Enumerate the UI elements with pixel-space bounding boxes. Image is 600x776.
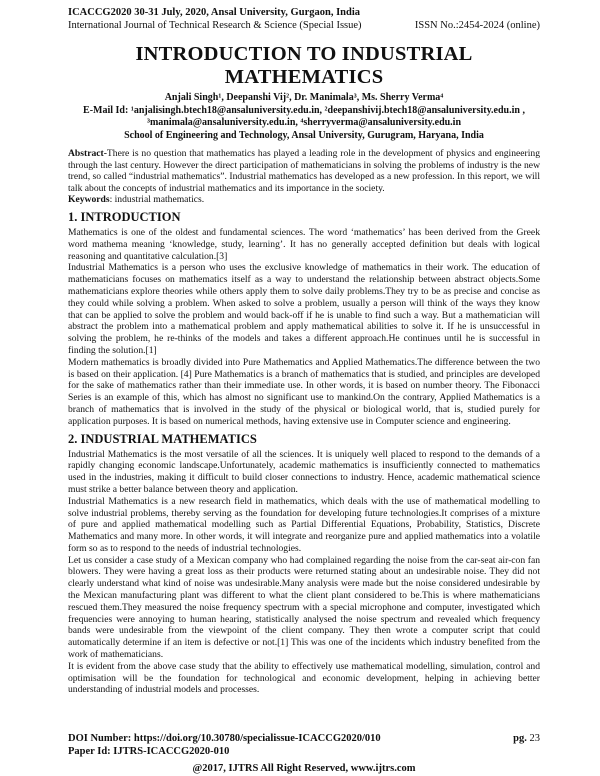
doi-link[interactable]: DOI Number: https://doi.org/10.30780/specialissue-ICACCG2020/010: [68, 733, 381, 744]
author-affiliation: School of Engineering and Technology, Ansal University, Gurugram, Haryana, India: [124, 129, 484, 141]
section-heading-introduction: 1. INTRODUCTION: [68, 209, 181, 224]
page-label: pg.: [513, 733, 527, 744]
paper-title-line1: INTRODUCTION TO INDUSTRIAL: [135, 43, 473, 65]
abstract-text: There is no question that mathematics has played a leading role in the development of physics and engineering through the last century. However the direct participation of mathematicians in solving the problems of industry is the new trend, so called “industrial mathematics”. Industrial mathematics has developed as a new profession. In this report, we will talk about the concepts of industrial mathematics and its importance in the society.: [68, 148, 540, 194]
author-emails-line1: E-Mail Id: ¹anjalisingh.btech18@ansaluniversity.edu.in, ²deepanshivij.btech18@ansaluniversity.edu.in ,: [83, 104, 525, 116]
page-number-value: 23: [529, 733, 540, 744]
paper-id: Paper Id: IJTRS-ICACCG2020-010: [68, 746, 230, 757]
page-footer: [68, 732, 540, 775]
paper-title-line2: MATHEMATICS: [224, 66, 384, 88]
abstract: [68, 148, 540, 194]
paragraph: It is evident from the above case study that the ability to effectively use mathematical modelling, simulation, control and optimisation will be the foundation for technological and economic development, helping in achieving better understanding of industrial models and processes.: [68, 660, 540, 696]
footer-doi-row: [68, 732, 540, 745]
author-names: Anjali Singh¹, Deepanshi Vij², Dr. Manimala³, Ms. Sherry Verma⁴: [164, 92, 444, 103]
paper-title: [68, 43, 540, 89]
section-industrial-mathematics-body: [68, 449, 540, 697]
journal-header: [68, 19, 540, 32]
journal-name: International Journal of Technical Research & Science (Special Issue): [68, 20, 362, 31]
paragraph: Modern mathematics is broadly divided into Pure Mathematics and Applied Mathematics.The difference between the two is based on their application. [4] Pure Mathematics is a branch of mathematics that is studied, and principles are developed for the sake of mathematics rather than their immediate use. In other words, it is based on number theory. The Fibonacci Series is an example of this, which has almost no significant use to mankind.On the contrary, Applied Mathematics is a branch of mathematics that is involved in the study of the physical or biological world, that is, studied purely for application purposes. It is based on numerical methods, having extensive use in Computer science and engineering.: [68, 356, 540, 427]
paragraph: Industrial Mathematics is a person who uses the exclusive knowledge of mathematics in their work. The education of mathematicians focuses on mathematics itself as a way to understand the relationship between abstract objects.Some mathematicians explore theories while others apply them to solve daily problems.They try to be as precise and concise as they could while solving a problem. When asked to solve a problem, usually a person will think of the ways they know that can be applied to solve the problem and would back-off if he is unable to find such a way. But a mathematician will abstract the problem into a mathematical problem and apply mathematical abilities to solve it. If he is unsuccessful in solving the problem, he re-thinks of the models and takes a different approach.He continues until he is successful in finding the solution.[1]: [68, 262, 540, 356]
issn-number: ISSN No.:2454-2024 (online): [414, 20, 540, 31]
paragraph: Industrial Mathematics is the most versatile of all the sciences. It is uniquely well placed to respond to the demands of a rapidly changing economic landscape.Unfortunately, academic mathematics is insufficiently connected to mathematics used in the industries, making it difficult to build closer connections to industry. Hence, academic mathematical science must strike a better balance between theory and application.: [68, 448, 540, 495]
paragraph: Industrial Mathematics is a new research field in mathematics, which deals with the use of mathematical modelling to solve industrial problems, thereby serving as the foundation for developing future technologies.It comprises of a mixture of pure and applied mathematical modelling such as Partial Differential Equations, Probability, Statistics, Discrete Mathematics and many more. In other words, it will integrate and reorganize pure and applied mathematics into a volatile form so as to respond to the needs of industrial technologies.: [68, 495, 540, 554]
paragraph: Mathematics is one of the oldest and fundamental sciences. The word ‘mathematics’ has been derived from the Greek word mathema meaning ‘knowledge, study, learning’. It has no generally accepted definition but deals with logical reasoning and quantitative calculation.[3]: [68, 226, 540, 262]
paragraph: Let us consider a case study of a Mexican company who had complained regarding the noise from the car-seat air-con fan blowers. They were having a great loss as their products were returned stating about an undesirable noise. They did not clearly understand what kind of noise was undesirable.Many analysis were made but the noise considered undesirable by the Mexican manufacturing plant was different to what the client plant considered to be.This is where mathematicians rescued them.They measured the noise frequency spectrum with a special microphone and computer, investigated which frequencies were annoying to human hearing, statistically analysed the noise spectrum and revealed which frequency bands were undesirable from the viewpoint of the client company. They then wrote a computer script that could automatically determine if an item is defective or not.[1] This was one of the incidents which industry benefited from the work of mathematicians.: [68, 554, 540, 661]
author-emails-line2: ³manimala@ansaluniversity.edu.in, ⁴sherryverma@ansaluniversity.edu.in: [146, 117, 462, 128]
keywords-text: : industrial mathematics.: [109, 194, 205, 206]
keywords: [68, 194, 540, 206]
copyright: @2017, IJTRS All Right Reserved, www.ijtrs.com: [192, 763, 416, 774]
section-heading-industrial-mathematics: 2. INDUSTRIAL MATHEMATICS: [68, 431, 257, 446]
page-number: [513, 732, 540, 745]
conference-header: ICACCG2020 30-31 July, 2020, Ansal University, Gurgaon, India: [68, 7, 361, 18]
abstract-label: Abstract-: [68, 148, 107, 159]
author-block: [68, 92, 540, 142]
keywords-label: Keywords: [68, 194, 110, 206]
section-introduction-body: [68, 227, 540, 428]
